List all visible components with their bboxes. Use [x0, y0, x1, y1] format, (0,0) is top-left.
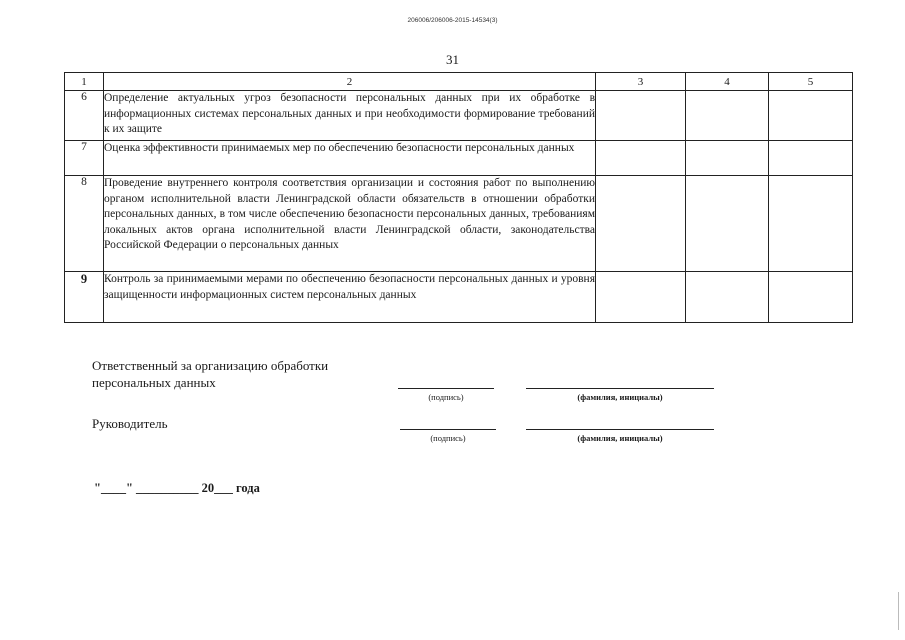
signature-line — [398, 388, 494, 389]
row-number: 9 — [65, 272, 104, 323]
table-cell — [596, 141, 686, 176]
table-row — [65, 176, 853, 272]
column-header: 2 — [104, 73, 596, 91]
signature-caption: (подпись) — [428, 392, 464, 402]
responsible-label-line1: Ответственный за организацию обработки — [92, 358, 329, 373]
table-cell — [769, 141, 853, 176]
table-row — [65, 141, 853, 176]
table-cell — [686, 176, 769, 272]
row-number: 7 — [65, 141, 104, 176]
table-cell — [686, 272, 769, 323]
table-cell — [596, 91, 686, 141]
table-row — [65, 272, 853, 323]
table-cell — [769, 176, 853, 272]
row-number: 8 — [65, 176, 104, 272]
column-header: 5 — [769, 73, 853, 91]
name-caption: (фамилия, инициалы) — [577, 433, 663, 443]
signature-caption: (подпись) — [430, 433, 466, 443]
signature-line — [400, 429, 496, 430]
row-number: 6 — [65, 91, 104, 141]
table-cell — [596, 176, 686, 272]
document-id: 206006/206006-2015-14534(3) — [407, 17, 498, 24]
table-header-row — [65, 73, 853, 91]
table-cell — [769, 91, 853, 141]
column-header: 1 — [65, 73, 104, 91]
name-caption: (фамилия, инициалы) — [577, 392, 663, 402]
table-cell — [686, 141, 769, 176]
row-text: Определение актуальных угроз безопасности персональных данных при их обработке в информационных системах персональных данных и при необходимости формирование требований к их защите — [104, 91, 596, 141]
page-number: 31 — [446, 52, 459, 67]
measures-table — [64, 72, 853, 323]
row-text: Контроль за принимаемыми мерами по обеспечению безопасности персональных данных и уровня защищенности информационных систем персональных данных — [104, 272, 596, 323]
table-cell — [596, 272, 686, 323]
column-header: 4 — [686, 73, 769, 91]
responsible-label-line2: персональных данных — [92, 375, 216, 390]
table-cell — [686, 91, 769, 141]
head-label: Руководитель — [92, 416, 168, 431]
name-line — [526, 429, 714, 430]
name-line — [526, 388, 714, 389]
column-header: 3 — [596, 73, 686, 91]
row-text: Оценка эффективности принимаемых мер по обеспечению безопасности персональных данных — [104, 141, 596, 176]
table-cell — [769, 272, 853, 323]
scan-edge-mark — [898, 592, 899, 630]
row-text: Проведение внутреннего контроля соответствия организации и состояния работ по выполнению органом исполнительной власти Ленинградской области обязательств в отношении обработки персональных данных, в том числе обеспечению безопасности персональных данных, требованиям локальных актов органа исполнительной власти Ленинградской области, законодательства Российской Федерации о персональных данных — [104, 176, 596, 272]
date-line: "____" __________ 20___ года — [94, 481, 260, 495]
table-row — [65, 91, 853, 141]
